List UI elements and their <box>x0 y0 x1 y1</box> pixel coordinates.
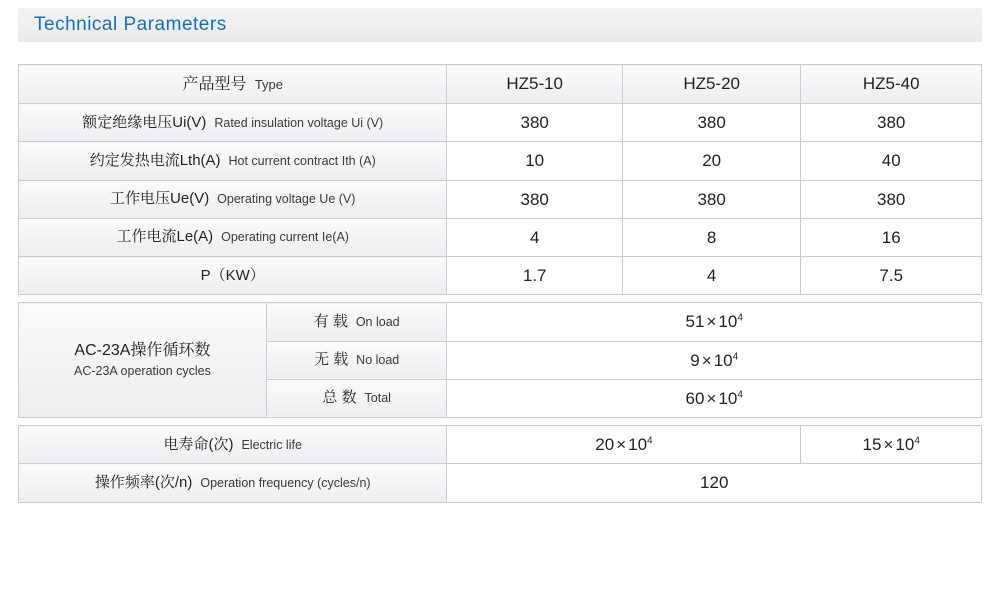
value-exponent: 4 <box>732 350 739 362</box>
value-text: 380 <box>877 189 906 209</box>
value-exponent: 4 <box>914 435 920 447</box>
value-text: 380 <box>520 113 549 132</box>
cell-value <box>447 142 622 180</box>
table-row <box>19 464 982 502</box>
multiply-icon: × <box>616 435 627 454</box>
table-row <box>19 257 982 295</box>
cell-value <box>622 218 801 256</box>
row-label-hot-current <box>19 142 447 180</box>
value-text: 380 <box>697 189 726 209</box>
row-label-cn: 额定绝缘电压Ui(V) <box>82 113 207 131</box>
value-text: 10 <box>525 151 545 171</box>
row-label-cn: 有 载 <box>313 312 348 330</box>
row-label-operating-current <box>19 218 447 256</box>
cell-value <box>801 426 982 464</box>
cell-value <box>447 426 801 464</box>
cell-value <box>622 180 801 218</box>
table-row <box>19 218 982 256</box>
cycles-group-cn: AC-23A操作循环数 <box>74 341 211 359</box>
cell-value <box>801 180 982 218</box>
value-exponent: 4 <box>737 389 743 401</box>
value-base: 60 <box>685 388 705 408</box>
row-label-cn: 无 载 <box>314 351 349 369</box>
row-label-en: Total <box>364 391 391 406</box>
value-base: 51 <box>685 312 705 332</box>
header-cell-type <box>19 65 447 104</box>
header-type-en: Type <box>254 77 283 92</box>
row-label-en: On load <box>355 314 400 329</box>
section-header <box>18 8 982 42</box>
table-row <box>19 104 982 142</box>
row-label-cn: 操作频率(次/n) <box>94 473 193 491</box>
value-text: 120 <box>700 473 729 493</box>
row-label-operation-frequency <box>19 464 447 502</box>
multiply-icon: × <box>883 435 894 454</box>
row-label-en: Operating current Ie(A) <box>221 230 349 245</box>
row-label-cn: 电寿命(次) <box>163 435 234 453</box>
cell-value <box>447 218 622 256</box>
table-spacer <box>19 295 982 303</box>
value-exp-base: 10 <box>895 435 915 454</box>
row-label-cn: 工作电压Ue(V) <box>110 190 210 208</box>
value-text: 40 <box>881 151 901 171</box>
cell-value <box>622 257 801 295</box>
row-label-en: Operation frequency (cycles/n) <box>200 475 371 490</box>
cell-value <box>801 142 982 180</box>
header-cell-model-2 <box>622 65 801 104</box>
row-label-insulation-voltage <box>19 104 447 142</box>
table-spacer <box>19 418 982 426</box>
specification-table <box>18 64 982 503</box>
value-text: 16 <box>881 227 901 247</box>
header-model-2-label: HZ5-20 <box>683 74 740 94</box>
row-label-en: Electric life <box>241 437 302 452</box>
value-exponent: 4 <box>737 312 743 324</box>
value-exp-base: 10 <box>718 312 738 332</box>
row-label-power <box>19 257 447 295</box>
specification-table-container <box>18 64 982 503</box>
cell-value <box>447 464 982 502</box>
row-label-total <box>266 379 447 417</box>
value-text: 380 <box>877 113 906 132</box>
value-exp-base: 10 <box>713 350 733 370</box>
header-cell-model-3 <box>801 65 982 104</box>
row-label-cn: 总 数 <box>322 389 357 407</box>
value-text: 8 <box>706 227 717 247</box>
header-model-1-label: HZ5-10 <box>506 74 564 94</box>
cell-value <box>447 257 622 295</box>
value-text: 380 <box>520 189 549 209</box>
cell-value <box>447 104 622 142</box>
value-base: 20 <box>595 435 615 454</box>
cell-value <box>801 257 982 295</box>
cell-value <box>622 142 801 180</box>
header-cell-model-1 <box>447 65 622 104</box>
value-text: 1.7 <box>522 266 547 285</box>
multiply-icon: × <box>701 350 712 370</box>
row-label-operating-voltage <box>19 180 447 218</box>
row-label-no-load <box>266 341 447 379</box>
value-exp-base: 10 <box>628 435 648 454</box>
multiply-icon: × <box>706 388 717 408</box>
table-row <box>19 180 982 218</box>
cell-value <box>622 104 801 142</box>
cell-value <box>447 180 622 218</box>
table-row <box>19 142 982 180</box>
value-base: 9 <box>690 350 700 370</box>
row-label-on-load <box>266 303 447 341</box>
row-label-electric-life <box>19 426 447 464</box>
row-label-cn: 工作电流Le(A) <box>116 228 214 246</box>
multiply-icon: × <box>706 312 717 332</box>
value-exp-base: 10 <box>718 388 738 408</box>
table-row <box>19 426 982 464</box>
row-label-cn: 约定发热电流Lth(A) <box>89 151 221 169</box>
row-label-cn: P（KW） <box>200 266 265 284</box>
row-label-operation-cycles <box>19 303 267 418</box>
header-model-3-label: HZ5-40 <box>862 74 920 94</box>
row-label-en: Operating voltage Ue (V) <box>217 192 356 207</box>
table-row <box>19 303 982 341</box>
cell-value <box>801 218 982 256</box>
table-header-row <box>19 65 982 104</box>
cycles-group-en: AC-23A operation cycles <box>74 363 211 378</box>
row-label-en: Hot current contract Ith (A) <box>228 153 376 168</box>
header-type-cn: 产品型号 <box>182 76 247 93</box>
value-text: 4 <box>529 227 540 247</box>
cell-value <box>447 303 982 341</box>
value-text: 4 <box>706 266 717 285</box>
value-base: 15 <box>862 435 882 454</box>
value-text: 20 <box>702 151 722 171</box>
row-label-en: Rated insulation voltage Ui (V) <box>214 115 384 130</box>
value-text: 380 <box>697 113 726 132</box>
value-exponent: 4 <box>647 435 653 447</box>
cell-value <box>801 104 982 142</box>
cell-value <box>447 341 982 379</box>
value-text: 7.5 <box>879 266 904 285</box>
row-label-en: No load <box>356 353 400 368</box>
cell-value <box>447 379 982 417</box>
page-title: Technical Parameters <box>34 14 227 35</box>
